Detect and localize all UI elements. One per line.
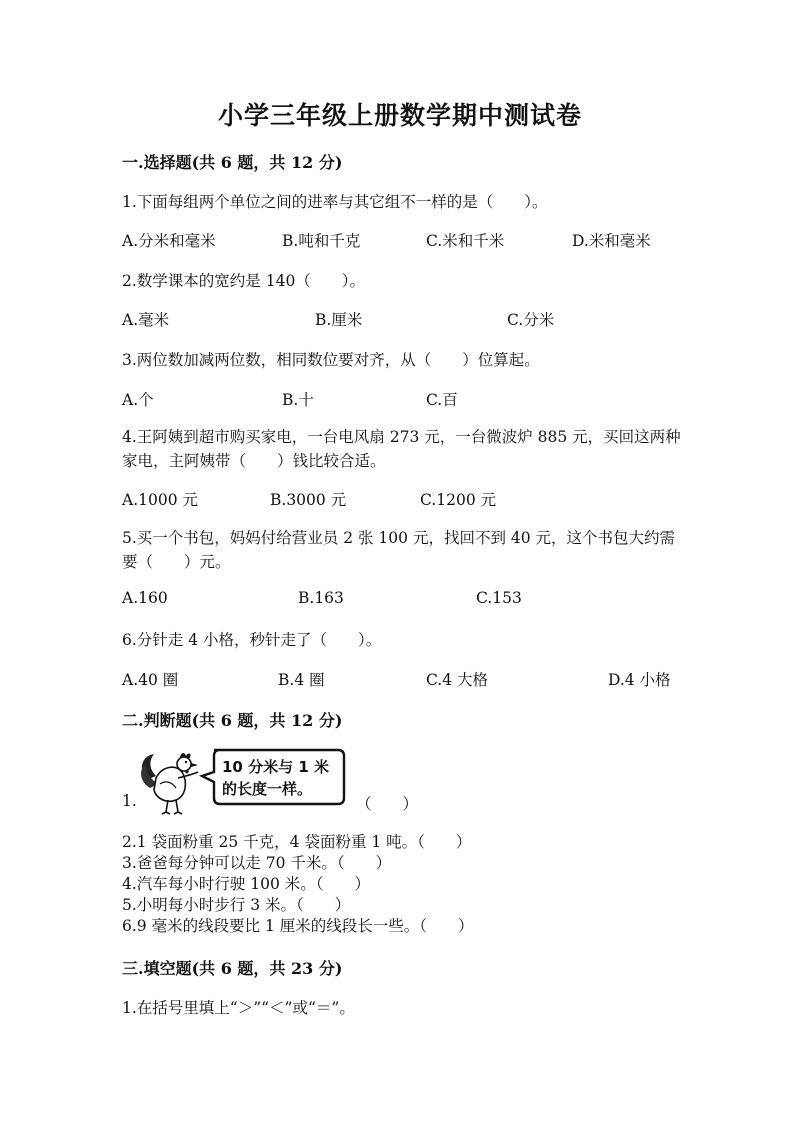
choice-6-option-c: C.4 大格: [426, 671, 489, 689]
choice-6-option-d: D.4 小格: [608, 671, 671, 689]
choice-2-option-b: B.厘米: [315, 311, 363, 329]
choice-3-option-a: A.个: [122, 391, 154, 409]
choice-5-option-b: B.163: [298, 589, 344, 607]
exam-title: 小学三年级上册数学期中测试卷: [217, 101, 582, 130]
choice-1-option-d: D.米和毫米: [572, 232, 651, 250]
choice-5-option-a: A.160: [122, 589, 168, 607]
choice-question-1: 1.下面每组两个单位之间的进率与其它组不一样的是（ ）。: [122, 193, 548, 211]
judge-question-5: 5.小明每小时步行 3 米。（ ）: [122, 896, 351, 914]
choice-1-option-b: B.吨和千克: [282, 232, 361, 250]
choice-6-option-a: A.40 圈: [122, 671, 179, 689]
section-heading-fill: 三.填空题(共 6 题，共 23 分): [122, 959, 343, 978]
choice-question-4: 4.王阿姨到超市购买家电，一台电风扇 273 元，一台微波炉 885 元，买回这两种家电，主阿姨带（ ）钱比较合适。: [122, 428, 681, 470]
choice-3-option-c: C.百: [426, 391, 458, 409]
choice-3-option-b: B.十: [282, 391, 314, 409]
choice-2-option-c: C.分米: [507, 311, 555, 329]
choice-6-option-b: B.4 圈: [278, 671, 325, 689]
judge-question-1-number: 1.: [122, 792, 137, 810]
judge-question-6: 6.9 毫米的线段要比 1 厘米的线段长一些。（ ）: [122, 917, 474, 935]
choice-4-option-c: C.1200 元: [420, 491, 497, 509]
section-heading-judge: 二.判断题(共 6 题，共 12 分): [122, 711, 343, 730]
choice-4-option-b: B.3000 元: [270, 491, 347, 509]
choice-question-3: 3.两位数加减两位数，相同数位要对齐，从（ ）位算起。: [122, 351, 540, 369]
section-heading-choice: 一.选择题(共 6 题，共 12 分): [122, 153, 343, 172]
fill-question-1: 1.在括号里填上“＞”“＜”或“＝”。: [122, 999, 355, 1017]
judge-question-2: 2.1 袋面粉重 25 千克，4 袋面粉重 1 吨。（ ）: [122, 833, 472, 851]
choice-1-option-a: A.分米和毫米: [122, 232, 216, 250]
choice-1-option-c: C.米和千米: [426, 232, 505, 250]
bubble-text-line-2: 的长度一样。: [222, 780, 313, 798]
choice-2-option-a: A.毫米: [122, 311, 170, 329]
choice-4-option-a: A.1000 元: [122, 491, 198, 509]
judge-question-3: 3.爸爸每分钟可以走 70 千米。（ ）: [122, 854, 392, 872]
choice-question-5: 5.买一个书包，妈妈付给营业员 2 张 100 元，找回不到 40 元，这个书包大约需要（ ）元。: [122, 529, 676, 571]
choice-5-option-c: C.153: [476, 589, 522, 607]
judge-question-4: 4.汽车每小时行驶 100 米。（ ）: [122, 875, 370, 893]
judge-question-1-answer-paren: （ ）: [356, 795, 419, 813]
choice-question-6: 6.分针走 4 小格，秒针走了（ ）。: [122, 631, 382, 649]
choice-question-2: 2.数学课本的宽约是 140（ ）。: [122, 272, 366, 290]
bubble-text-line-1: 10 分米与 1 米: [222, 758, 329, 776]
